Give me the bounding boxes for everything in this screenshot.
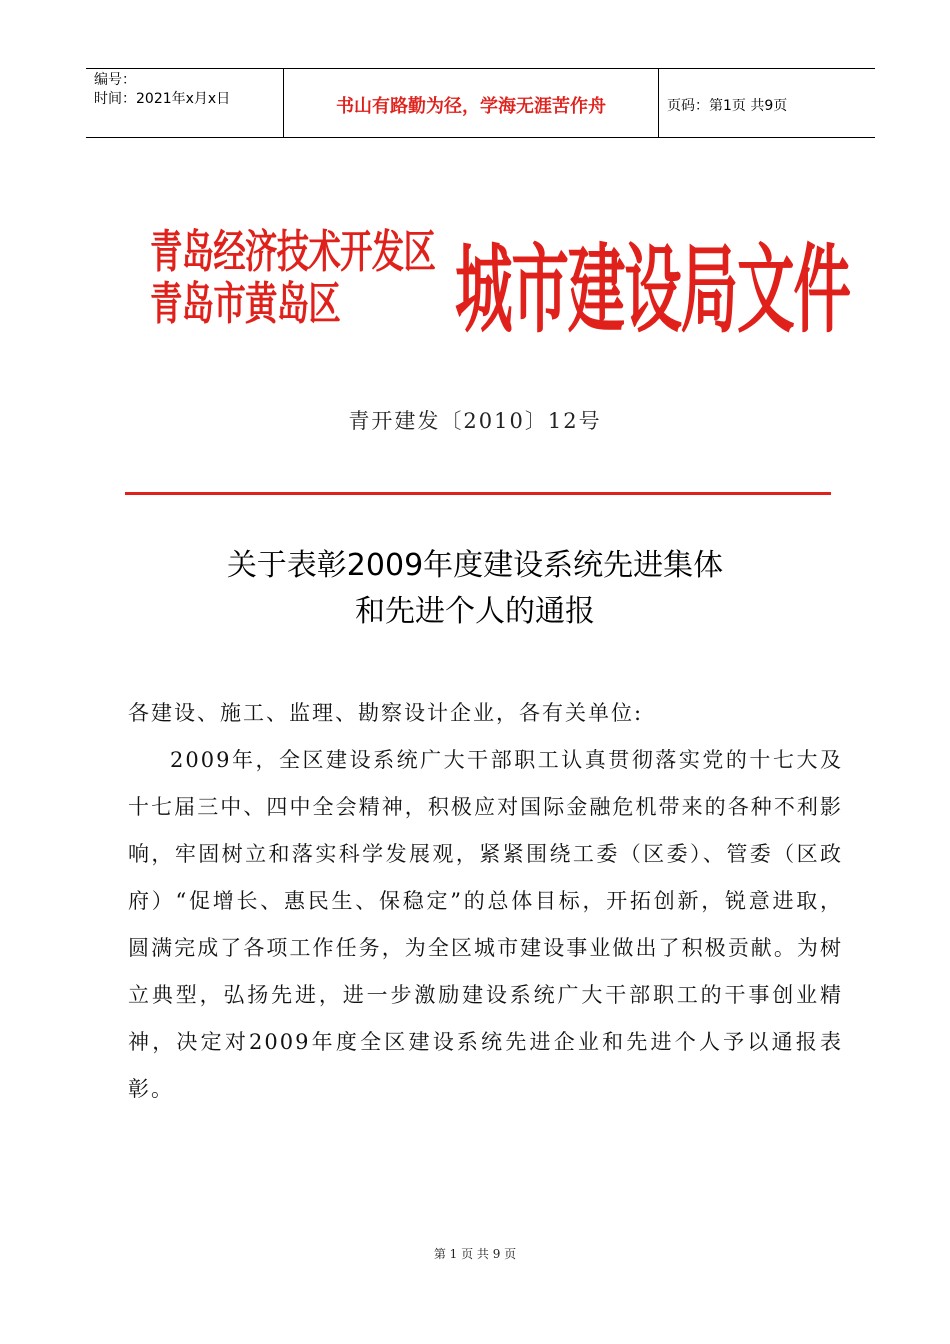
document-number: 青开建发〔2010〕12号	[348, 409, 602, 433]
serial-number-label: 编号：	[94, 72, 136, 88]
issuer-department: 城市建设局文件	[455, 233, 850, 346]
letterhead	[150, 226, 850, 366]
title-line-2: 和先进个人的通报	[355, 594, 595, 629]
salutation: 各建设、施工、监理、勘察设计企业，各有关单位:	[128, 701, 644, 725]
issuer-names	[150, 226, 435, 330]
page-footer: 第 1 页 共 9 页	[433, 1247, 517, 1261]
header-meta-cell	[86, 69, 284, 137]
body-paragraph: 2009年，全区建设系统广大干部职工认真贯彻落实党的十七大及十七届三中、四中全会精神，积极应对国际金融危机带来的各种不利影响，牢固树立和落实科学发展观，紧紧围绕工委（区委）、管委（区政府）“促增长、惠民生、保稳定”的总体目标，开拓创新，锐意进取，圆满完成了各项工作任务，为全区城市建设事业做出了积极贡献。为树立典型，弘扬先进，进一步激励建设系统广大干部职工的干事创业精神，决定对2009年度全区建设系统先进企业和先进个人予以通报表彰。	[128, 748, 843, 1101]
header-motto: 书山有路勤为径，学海无涯苦作舟	[284, 69, 659, 137]
document-body	[128, 690, 843, 1113]
page-header	[86, 68, 875, 138]
issuer-line-2: 青岛市黄岛区	[150, 277, 341, 330]
document-title	[0, 543, 950, 635]
letterhead-divider	[125, 492, 831, 495]
issuer-line-1: 青岛经济技术开发区	[150, 225, 436, 278]
title-line-1: 关于表彰2009年度建设系统先进集体	[226, 548, 724, 583]
header-page-number: 页码：第1页 共9页	[667, 98, 788, 114]
date-label: 时间：2021年x月x日	[94, 91, 231, 107]
